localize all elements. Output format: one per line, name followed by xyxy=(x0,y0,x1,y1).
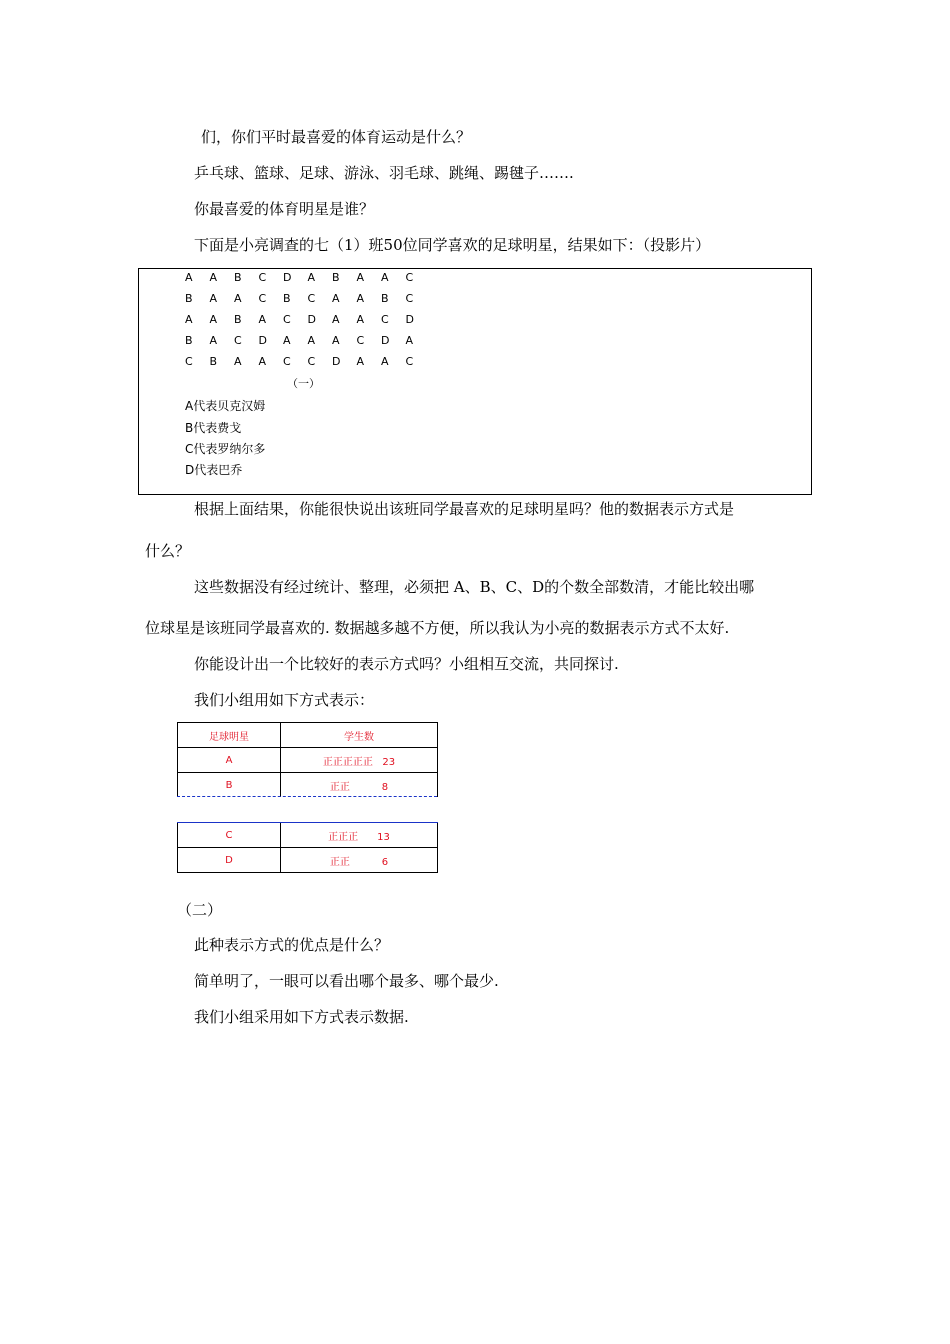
survey-cell: A xyxy=(209,271,218,284)
survey-cell: A xyxy=(356,292,365,305)
caption-two: （二） xyxy=(177,901,223,919)
tally-star: C xyxy=(178,823,281,848)
survey-cell: C xyxy=(307,355,316,368)
survey-cell: A xyxy=(185,271,193,284)
tally-marks: 正正正 xyxy=(328,831,359,843)
legend-item: A代表贝克汉姆 xyxy=(185,399,266,413)
survey-cell: B xyxy=(234,271,242,284)
survey-cell: A xyxy=(209,313,218,326)
para-8: 我们小组用如下方式表示： xyxy=(194,691,375,709)
survey-cell: A xyxy=(185,313,193,326)
tally-count: 6 xyxy=(381,856,389,868)
legend-item: B代表费戈 xyxy=(185,421,242,435)
para-9: 此种表示方式的优点是什么？ xyxy=(194,936,390,954)
tally-count: 13 xyxy=(377,831,390,843)
survey-cell: A xyxy=(332,313,340,326)
para-7: 你能设计出一个比较好的表示方式吗？小组相互交流，共同探讨. xyxy=(194,655,619,673)
survey-cell: B xyxy=(381,292,389,305)
table-row xyxy=(178,773,438,798)
page-break-dashed-line xyxy=(177,796,437,797)
survey-cell: A xyxy=(332,292,340,305)
legend-item: D代表巴乔 xyxy=(185,463,243,477)
survey-cell: A xyxy=(405,334,414,347)
survey-cell: C xyxy=(381,313,389,326)
survey-cell: A xyxy=(381,355,389,368)
tally-marks-cell xyxy=(281,773,438,798)
survey-cell: A xyxy=(234,355,242,368)
survey-cell: B xyxy=(185,292,193,305)
survey-cell: D xyxy=(381,334,390,347)
survey-cell: C xyxy=(405,271,414,284)
survey-cell: A xyxy=(307,334,316,347)
tally-marks-cell xyxy=(281,848,438,873)
survey-box xyxy=(138,268,812,495)
tally-header-count: 学生数 xyxy=(281,723,438,748)
survey-cell: D xyxy=(332,355,341,368)
tally-star: A xyxy=(178,748,281,773)
survey-cell: A xyxy=(307,271,316,284)
survey-cell: C xyxy=(356,334,365,347)
survey-cell: C xyxy=(185,355,193,368)
survey-cell: C xyxy=(405,355,414,368)
survey-row xyxy=(185,355,430,368)
survey-cell: A xyxy=(356,355,365,368)
tally-count: 23 xyxy=(382,756,396,768)
survey-cell: D xyxy=(307,313,316,326)
survey-row xyxy=(185,313,430,326)
para-10: 简单明了，一眼可以看出哪个最多、哪个最少. xyxy=(194,972,499,990)
survey-cell: B xyxy=(185,334,193,347)
survey-cell: D xyxy=(405,313,414,326)
table-row xyxy=(178,748,438,773)
survey-cell: A xyxy=(209,334,218,347)
tally-star: B xyxy=(178,773,281,798)
tally-marks: 正正 xyxy=(329,781,350,793)
survey-cell: C xyxy=(258,292,267,305)
para-6b: 位球星是该班同学最喜欢的. 数据越多越不方便，所以我认为小亮的数据表示方式不太好. xyxy=(145,619,730,637)
tally-count: 8 xyxy=(381,781,389,793)
survey-cell: C xyxy=(283,313,291,326)
para-3: 你最喜爱的体育明星是谁？ xyxy=(194,200,375,218)
survey-cell: B xyxy=(234,313,242,326)
survey-cell: D xyxy=(283,271,292,284)
para-11: 我们小组采用如下方式表示数据. xyxy=(194,1008,409,1026)
survey-cell: A xyxy=(258,313,267,326)
tally-star: D xyxy=(178,848,281,873)
tally-marks: 正正 xyxy=(329,856,350,868)
survey-cell: A xyxy=(356,271,365,284)
para-5b: 什么？ xyxy=(145,542,191,560)
survey-cell: C xyxy=(405,292,414,305)
survey-cell: B xyxy=(332,271,340,284)
tally-marks: 正正正正正 xyxy=(322,756,373,768)
tally-header-star: 足球明星 xyxy=(178,723,281,748)
tally-table-bottom xyxy=(177,823,438,873)
survey-cell: C xyxy=(258,271,267,284)
survey-row xyxy=(185,334,430,347)
para-2: 乒乓球、篮球、足球、游泳、羽毛球、跳绳、踢毽子……. xyxy=(194,164,574,182)
para-1: 们，你们平时最喜爱的体育运动是什么？ xyxy=(201,128,472,146)
survey-cell: A xyxy=(283,334,291,347)
survey-row xyxy=(185,271,430,284)
survey-cell: B xyxy=(283,292,291,305)
survey-cell: A xyxy=(209,292,218,305)
survey-cell: A xyxy=(332,334,340,347)
tally-marks-cell xyxy=(281,748,438,773)
survey-caption: （一） xyxy=(287,377,320,390)
survey-cell: C xyxy=(234,334,242,347)
survey-cell: B xyxy=(209,355,218,368)
survey-cell: A xyxy=(356,313,365,326)
para-6a: 这些数据没有经过统计、整理，必须把 A、B、C、D的个数全部数清，才能比较出哪 xyxy=(194,578,755,596)
survey-cell: A xyxy=(258,355,267,368)
tally-table-top xyxy=(177,722,438,797)
table-row xyxy=(178,848,438,873)
survey-cell: C xyxy=(307,292,316,305)
para-5a: 根据上面结果，你能很快说出该班同学最喜欢的足球明星吗？他的数据表示方式是 xyxy=(194,500,735,518)
survey-row xyxy=(185,292,430,305)
survey-cell: A xyxy=(381,271,389,284)
table-row xyxy=(178,823,438,848)
survey-cell: C xyxy=(283,355,291,368)
survey-cell: D xyxy=(258,334,267,347)
tally-marks-cell xyxy=(281,823,438,848)
para-4: 下面是小亮调查的七（1）班50位同学喜欢的足球明星，结果如下：（投影片） xyxy=(194,236,711,254)
survey-cell: A xyxy=(234,292,242,305)
legend-item: C代表罗纳尔多 xyxy=(185,442,266,456)
